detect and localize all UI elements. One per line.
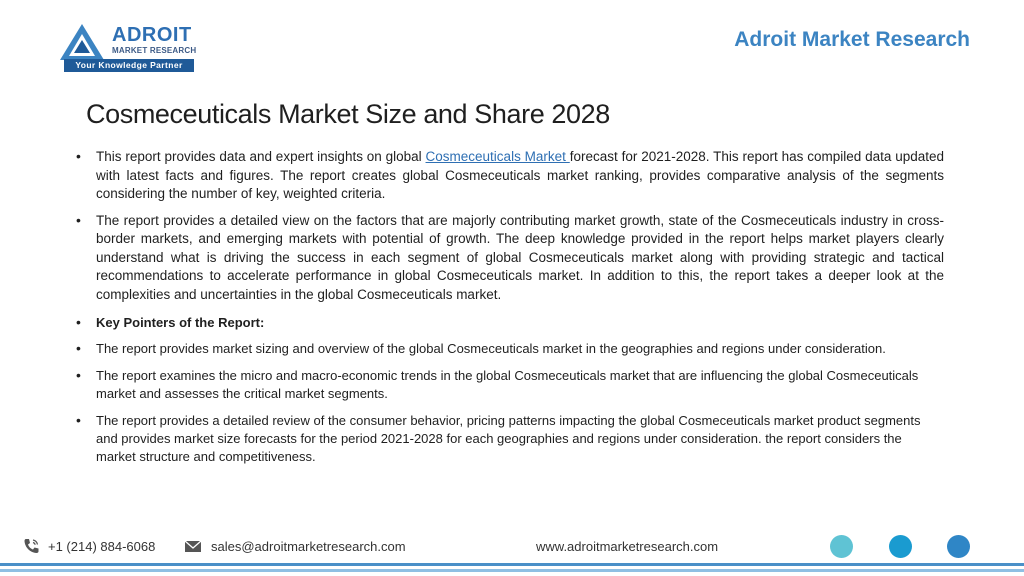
list-item [76,314,944,332]
bullet-dot: • [76,314,81,330]
footer-phone: +1 (214) 884-6068 [48,539,156,554]
pointer-text: The report provides a detailed review of the consumer behavior, pricing patterns impacting the global Cosmeceuticals market product segments and provides market size forecasts for the period 2021-2028 for each geographies and regions under consideration. the report considers the market structure and competitiveness. [96,413,921,464]
list-item [76,340,944,358]
decorative-circle-3 [947,535,970,558]
bullet-dot: • [76,412,81,428]
phone-icon [22,538,40,554]
footer-divider [0,563,1024,566]
key-pointers-heading: Key Pointers of the Report: [96,315,265,330]
footer-email-link[interactable]: sales@adroitmarketresearch.com [211,539,406,554]
paragraph-intro [96,148,944,204]
brand-name: Adroit Market Research [734,28,970,51]
pointer-text: The report provides market sizing and overview of the global Cosmeceuticals market in the geographies and regions under consideration. [96,341,886,356]
decorative-circle-1 [830,535,853,558]
list-item [76,412,944,466]
bullet-dot: • [76,367,81,383]
paragraph-detail: The report provides a detailed view on the factors that are majorly contributing market growth, state of the Cosmeceuticals industry in cross-border markets, and emerging markets with potential of growth. The deep knowledge provided in the report helps market players clearly understand what is driving the success in each segment of global Cosmeceuticals market along with providing strategic and tactical recommendations to accelerate performance in global Cosmeceuticals market. In addition to this, the report takes a deeper look at the complexities and uncertainties in the global Cosmeceuticals market. [96,212,944,302]
bullet-dot: • [76,211,81,228]
decorative-circle-2 [889,535,912,558]
logo-tagline: Your Knowledge Partner [64,59,194,72]
logo-triangle-icon [60,22,110,62]
intro-text-start: This report provides data and expert insights on global [96,149,426,164]
page-title: Cosmeceuticals Market Size and Share 2028 [86,99,610,129]
bullet-dot: • [76,148,81,164]
company-logo [60,20,200,76]
pointer-text: The report examines the micro and macro-economic trends in the global Cosmeceuticals market that are influencing the global Cosmeceuticals market and assesses the critical market segments. [96,368,919,401]
footer [0,537,1024,557]
footer-website-link[interactable]: www.adroitmarketresearch.com [536,539,719,554]
logo-subtitle: MARKET RESEARCH [112,46,197,55]
footer-divider-light [0,569,1024,572]
bullet-dot: • [76,340,81,356]
list-item [76,367,944,403]
intro-text-end: forecast for 2021-2028. This report has compiled data updated with latest facts and figures. The report creates global Cosmeceuticals market ranking, provides comparative analysis of the segments considering the number of key, weighted criteria. [96,149,944,201]
cosmeceuticals-market-link[interactable]: Cosmeceuticals Market [425,149,570,164]
list-item [76,212,944,305]
logo-name: ADROIT [112,24,192,46]
list-item [76,148,944,204]
report-content [76,148,944,466]
envelope-icon [184,538,202,554]
